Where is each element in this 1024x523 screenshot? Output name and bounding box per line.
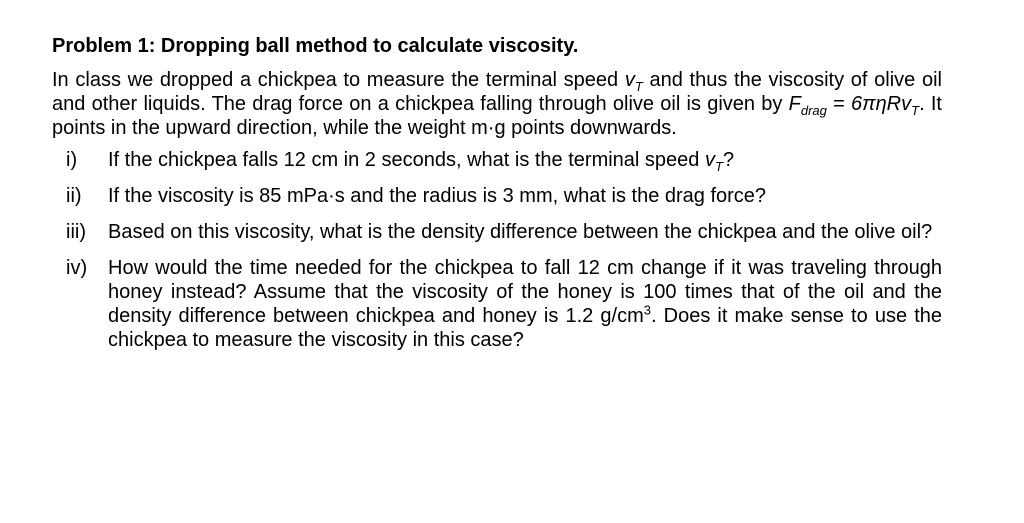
question-item [52,256,942,352]
question-number: i) [66,149,78,171]
intro-text-2: and thus the viscosity of olive oil and other liquids. The drag force on a chickpea falling through olive oil is given by [52,69,943,115]
question-number: iv) [66,257,88,279]
question-number: iii) [66,221,86,243]
intro-text-1: In class we dropped a chickpea to measure the terminal speed [52,69,625,91]
question-text: If the viscosity is 85 mPa·s and the radius is 3 mm, what is the drag force? [108,185,767,207]
question-text: Based on this viscosity, what is the density difference between the chickpea and the olive oil? [108,221,933,243]
question-item [52,220,942,244]
drag-formula: 6πηRv$_T$ [851,93,920,118]
terminal-speed-symbol: $v_T$ [624,69,643,94]
intro-text-3: = [826,93,852,115]
problem-title: Problem 1: Dropping ball method to calculate viscosity. [52,35,579,57]
question-number: ii) [66,185,82,207]
question-text: How would the time needed for the chickpea to fall 12 cm change if it was traveling through honey instead? Assume that the viscosity of the honey is 100 times that of the oil and the density difference between chickpea and honey is 1.2 $g/cm^3$. Does it make sense to use the chickpea to measure the viscosity in this case? [108,257,942,351]
question-text: If the chickpea falls 12 cm in 2 seconds, what is the terminal speed $v_T$? [108,149,735,174]
question-item [52,184,942,208]
question-item [52,148,942,172]
document-page [52,34,942,364]
problem-intro [52,68,942,140]
question-list [52,148,942,352]
drag-force-symbol: $F_{drag}$ [788,93,827,118]
intro-text-4: . It points in the upward direction, while the weight m·g points downwards. [52,93,942,139]
terminal-speed-symbol: $v_T$ [704,149,723,174]
